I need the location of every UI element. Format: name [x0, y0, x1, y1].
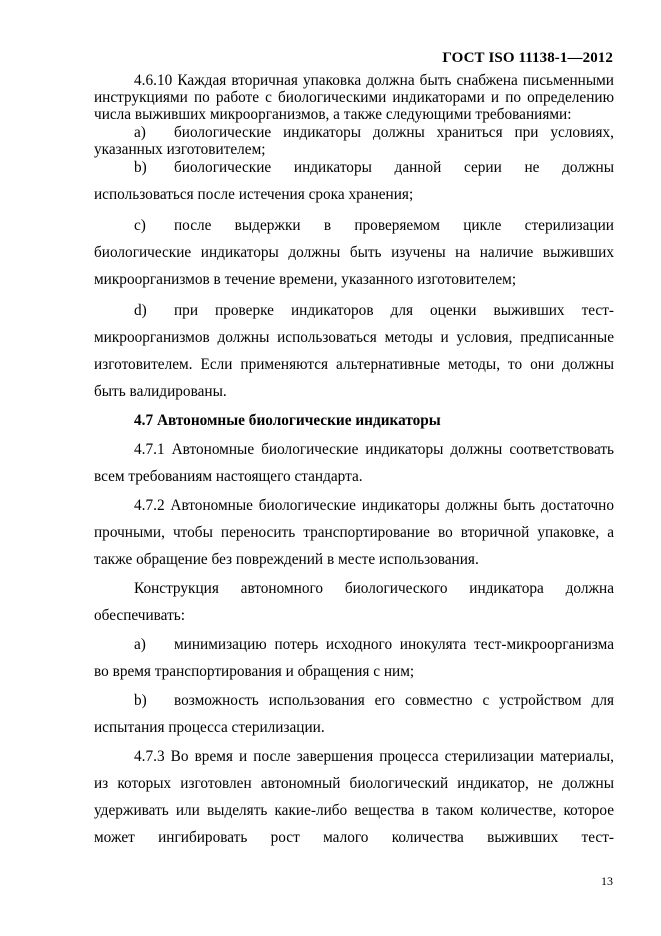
list-item-a — [94, 124, 614, 158]
list-item-b-2 — [94, 687, 614, 741]
list-item-text: биологические индикаторы данной серии не должны использоваться после истечения срока хранения; — [94, 159, 614, 203]
list-item-text: после выдержки в проверяемом цикле стерилизации биологические индикаторы должны быть изучены на наличие выживших микроорганизмов в течение времени, указанного изготовителем; — [94, 217, 614, 288]
list-item-b — [94, 154, 614, 208]
list-marker: b) — [134, 692, 147, 709]
paragraph-construction: Конструкция автономного биологического индикатора должна обеспечивать: — [94, 580, 614, 624]
list-item-a-2 — [94, 631, 614, 685]
paragraph-4-7-1: 4.7.1 Автономные биологические индикаторы должны соответствовать всем требованиям настоящего стандарта. — [94, 441, 614, 485]
paragraph-4-7-3: 4.7.3 Во время и после завершения процесса стерилизации материалы, из которых изготовлен автономный биологический индикатор, не должны удерживать или выделять какие-либо вещества в таком количестве, которое может ингибировать рост малого количества выживших тест- — [94, 748, 614, 846]
document-header: ГОСТ ISO 11138-1—2012 — [442, 50, 613, 66]
paragraph-4-6-10: 4.6.10 Каждая вторичная упаковка должна быть снабжена письменными инструкциями по работе с биологическими индикаторами и по определению числа выживших микроорганизмов, а также следующими требованиями: — [94, 72, 614, 123]
list-marker: b) — [134, 159, 147, 176]
list-item-text: биологические индикаторы должны храниться при условиях, указанных изготовителем; — [94, 124, 614, 158]
list-item-text: возможность использования его совместно с устройством для испытания процесса стерилизации. — [94, 692, 614, 736]
list-marker: d) — [134, 302, 147, 319]
paragraph-4-7-2: 4.7.2 Автономные биологические индикаторы должны быть достаточно прочными, чтобы переносить транспортирование во вторичной упаковке, а также обращение без повреждений в месте использования. — [94, 497, 614, 568]
document-body — [94, 72, 614, 851]
list-marker: a) — [134, 124, 146, 141]
list-item-text: минимизацию потерь исходного инокулята тест-микроорганизма во время транспортирования и обращения с ним; — [94, 636, 614, 680]
list-marker: c) — [134, 217, 146, 234]
list-marker: a) — [134, 636, 146, 653]
list-item-d — [94, 297, 614, 405]
section-heading-4-7: 4.7 Автономные биологические индикаторы — [134, 412, 441, 429]
page-number: 13 — [601, 874, 613, 888]
list-item-text: при проверке индикаторов для оценки выживших тест-микроорганизмов должны использоваться методы и условия, предписанные изготовителем. Если применяются альтернативные методы, то они должны быть валидированы. — [94, 302, 614, 400]
list-item-c — [94, 212, 614, 293]
